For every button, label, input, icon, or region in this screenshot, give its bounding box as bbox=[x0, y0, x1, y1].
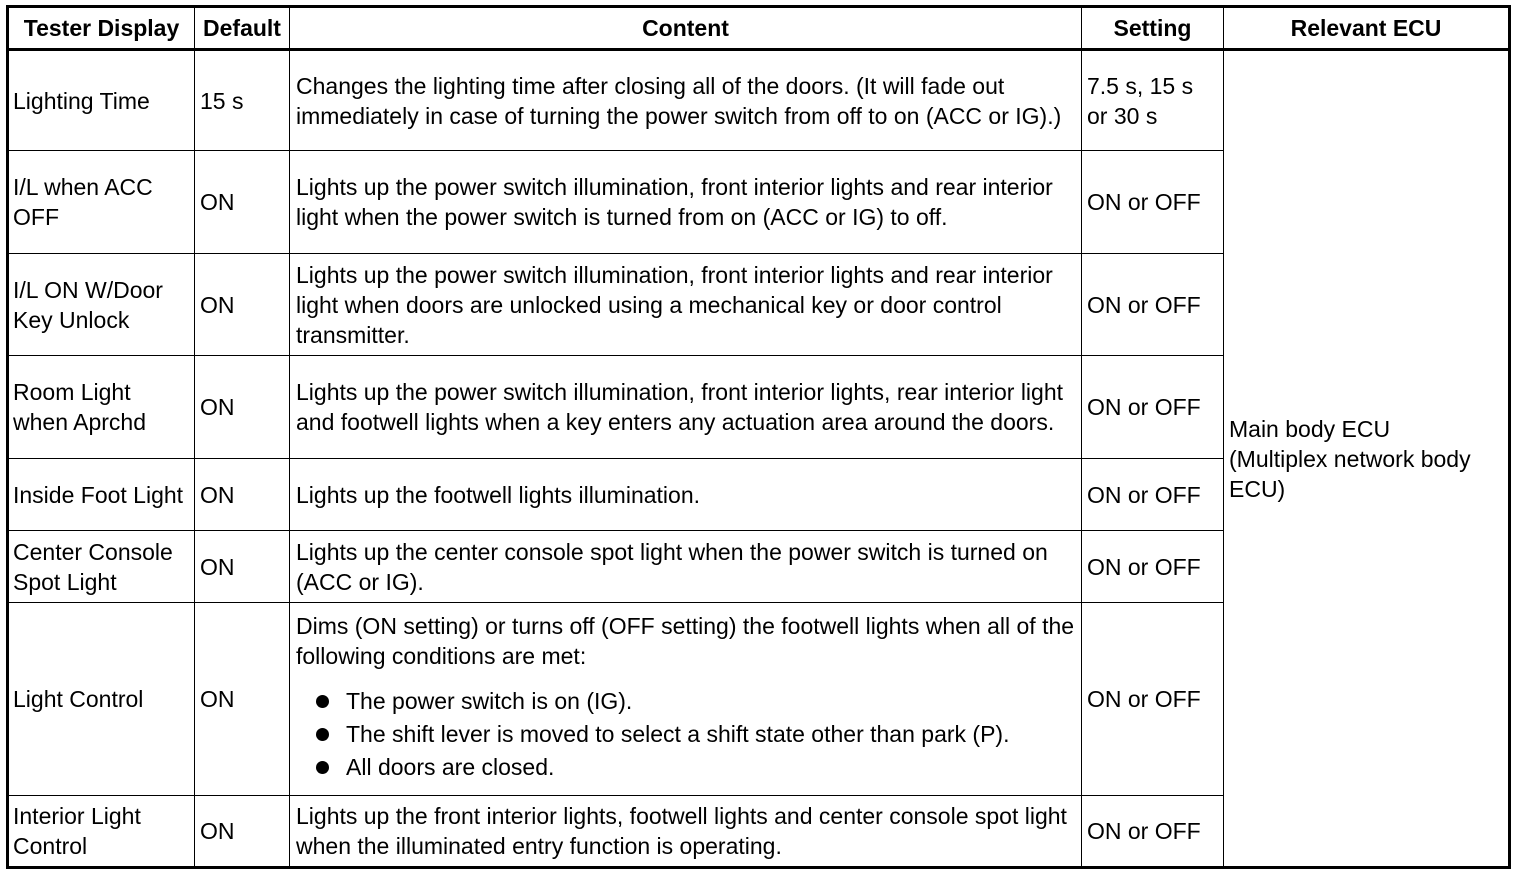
condition-list-item: The power switch is on (IG). bbox=[296, 685, 1078, 718]
relevant-ecu-line: (Multiplex network body bbox=[1229, 445, 1471, 472]
default-cell: ON bbox=[195, 531, 290, 603]
header-row bbox=[8, 7, 1510, 50]
content-cell: Lights up the power switch illumination, front interior lights, rear interior light and footwell lights when a key enters any actuation area around the doors. bbox=[290, 356, 1082, 459]
header-setting: Setting bbox=[1082, 7, 1224, 50]
default-cell: ON bbox=[195, 151, 290, 254]
setting-cell: 7.5 s, 15 s or 30 s bbox=[1082, 50, 1224, 151]
tester-display-cell: I/L when ACC OFF bbox=[8, 151, 195, 254]
content-cell: Lights up the footwell lights illumination. bbox=[290, 459, 1082, 531]
table-body bbox=[8, 50, 1510, 868]
tester-display-cell: Interior Light Control bbox=[8, 796, 195, 868]
relevant-ecu-line: Main body ECU bbox=[1229, 415, 1391, 442]
content-cell: Lights up the power switch illumination, front interior lights and rear interior light when doors are unlocked using a mechanical key or door control transmitter. bbox=[290, 254, 1082, 356]
header-tester-display: Tester Display bbox=[8, 7, 195, 50]
content-cell: Lights up the front interior lights, footwell lights and center console spot light when the illuminated entry function is operating. bbox=[290, 796, 1082, 868]
tester-display-cell: Lighting Time bbox=[8, 50, 195, 151]
header-content: Content bbox=[290, 7, 1082, 50]
setting-cell: ON or OFF bbox=[1082, 356, 1224, 459]
tester-display-cell: Inside Foot Light bbox=[8, 459, 195, 531]
setting-cell: ON or OFF bbox=[1082, 796, 1224, 868]
default-cell: ON bbox=[195, 796, 290, 868]
setting-cell: ON or OFF bbox=[1082, 603, 1224, 796]
setting-cell: ON or OFF bbox=[1082, 459, 1224, 531]
header-default: Default bbox=[195, 7, 290, 50]
content-cell bbox=[290, 603, 1082, 796]
table-header bbox=[8, 7, 1510, 50]
default-cell: ON bbox=[195, 356, 290, 459]
header-relevant-ecu: Relevant ECU bbox=[1224, 7, 1510, 50]
condition-list bbox=[296, 685, 1078, 784]
content-cell: Changes the lighting time after closing all of the doors. (It will fade out immediately in case of turning the power switch from off to on (ACC or IG).) bbox=[290, 50, 1082, 151]
tester-display-cell: Room Light when Aprchd bbox=[8, 356, 195, 459]
relevant-ecu-line: ECU) bbox=[1229, 475, 1286, 502]
content-text: Dims (ON setting) or turns off (OFF setting) the footwell lights when all of the following conditions are met: bbox=[296, 612, 1075, 669]
default-cell: ON bbox=[195, 254, 290, 356]
content-cell: Lights up the power switch illumination, front interior lights and rear interior light when the power switch is turned from on (ACC or IG) to off. bbox=[290, 151, 1082, 254]
default-cell: ON bbox=[195, 603, 290, 796]
tester-display-cell: I/L ON W/Door Key Unlock bbox=[8, 254, 195, 356]
tester-display-cell: Center Console Spot Light bbox=[8, 531, 195, 603]
table-row bbox=[8, 50, 1510, 151]
customize-settings-table bbox=[6, 5, 1511, 869]
setting-cell: ON or OFF bbox=[1082, 531, 1224, 603]
setting-cell: ON or OFF bbox=[1082, 254, 1224, 356]
relevant-ecu-cell bbox=[1224, 50, 1510, 868]
default-cell: ON bbox=[195, 459, 290, 531]
tester-display-cell: Light Control bbox=[8, 603, 195, 796]
condition-list-item: All doors are closed. bbox=[296, 751, 1078, 784]
condition-list-item: The shift lever is moved to select a shift state other than park (P). bbox=[296, 718, 1078, 751]
content-cell: Lights up the center console spot light when the power switch is turned on (ACC or IG). bbox=[290, 531, 1082, 603]
default-cell: 15 s bbox=[195, 50, 290, 151]
setting-cell: ON or OFF bbox=[1082, 151, 1224, 254]
